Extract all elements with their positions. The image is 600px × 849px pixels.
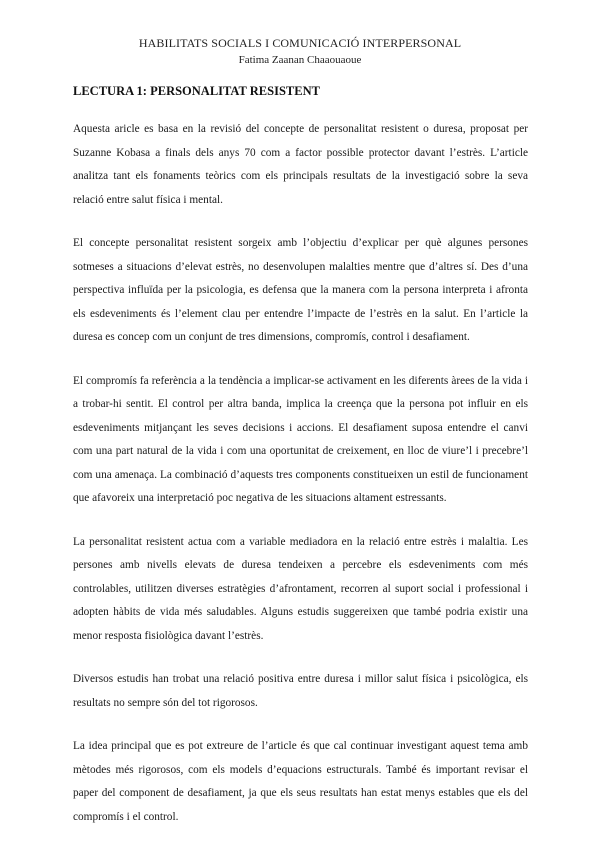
- paragraph-1: Aquesta aricle es basa en la revisió del concepte de personalitat resistent o duresa, proposat per Suzanne Kobasa a finals dels anys 70 com a factor possible protector davant l’estrès. L’article analitza tant els fonaments teòrics com els principals resultats de la investigació sobre la seva relació entre salut física i mental.: [73, 123, 528, 206]
- header-title: HABILITATS SOCIALS I COMUNICACIÓ INTERPERSONAL: [138, 36, 462, 50]
- header-author: Fatima Zaanan Chaaouaoue: [238, 54, 362, 66]
- document-body: [73, 118, 528, 849]
- paragraph-5: Diversos estudis han trobat una relació positiva entre duresa i millor salut física i psicològica, els resultats no sempre són del tot rigorosos.: [73, 673, 528, 709]
- section-heading: LECTURA 1: PERSONALITAT RESISTENT: [73, 84, 320, 98]
- page-header: [0, 36, 600, 67]
- paragraph-4: La personalitat resistent actua com a variable mediadora en la relació entre estrès i malaltia. Les persones amb nivells elevats de duresa tendeixen a percebre els esdeveniments com més controlables, utilitzen diverses estratègies d’afrontament, recorren al suport social i professional i adopten hàbits de vida més saludables. Alguns estudis suggereixen que també podria existir una menor resposta fisiològica davant l’estrès.: [73, 535, 528, 642]
- paragraph-2: El concepte personalitat resistent sorgeix amb l’objectiu d’explicar per què algunes persones sotmeses a situacions d’elevat estrès, no desenvolupen malalties mentre que d’altres sí. Des d’una perspectiva influïda per la psicologia, es defensa que la manera com la persona interpreta i afronta els esdeveniments és l’element clau per entendre l’impacte de l’estrès en la salut. En l’article la duresa es concep com un conjunt de tres dimensions, compromís, control i desafiament.: [73, 237, 528, 343]
- paragraph-6: La idea principal que es pot extreure de l’article és que cal continuar investigant aquest tema amb mètodes més rigorosos, com els models d’equacions estructurals. També és important revisar el paper del component de desafiament, ja que els seus resultats han estat menys estables que els del compromís i el control.: [73, 740, 528, 823]
- paragraph-3: El compromís fa referència a la tendència a implicar-se activament en les diferents àrees de la vida i a trobar-hi sentit. El control per altra banda, implica la creença que la persona pot influir en els esdeveniments mitjançant les seves decisions i accions. El desafiament suposa entendre el canvi com una part natural de la vida i com una oportunitat de creixement, en lloc de viure’l i precebre’l com una amenaça. La combinació d’aquests tres components constitueixen un estil de funcionament que afavoreix una interpretació poc negativa de les situacions altament estressants.: [73, 374, 528, 504]
